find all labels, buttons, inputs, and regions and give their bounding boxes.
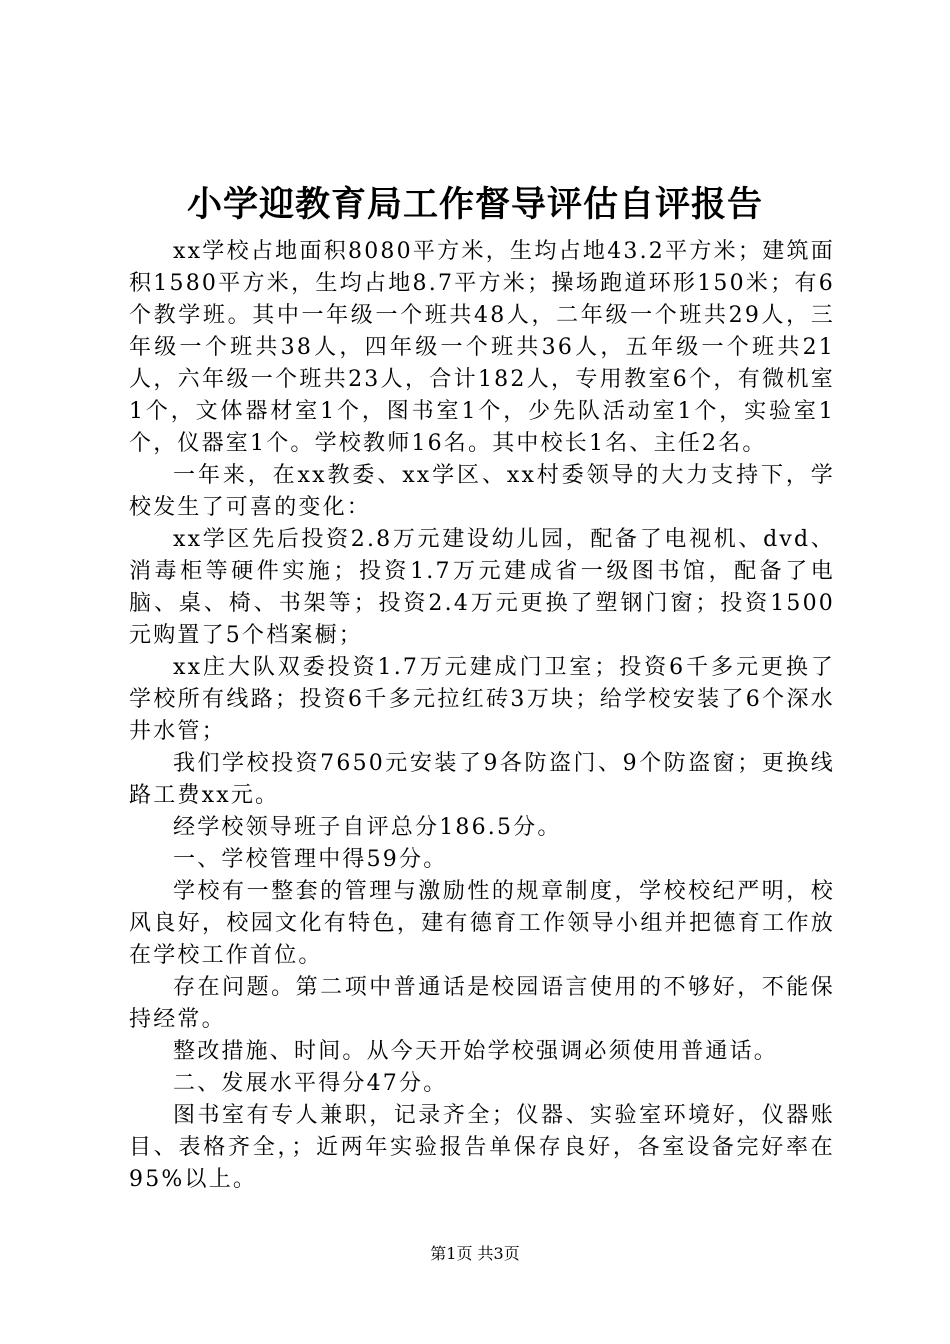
paragraph-corrective-measures: 整改措施、时间。从今天开始学校强调必须使用普通话。 [173,1039,779,1064]
paragraph-school-investment: 我们学校投资7650元安装了9各防盗门、9个防盗窗；更换线路工费xx元。 [129,751,835,808]
paragraph-school-overview: xx学校占地面积8080平方米，生均占地43.2平方米；建筑面积1580平方米，生均占地8.7平方米；操场跑道环形150米；有6个教学班。其中一年级一个班共48人，二年级一个班共29人，三年级一个班共38人，四年级一个班共36人，五年级一个班共21人，六年级一个班共23人，合计182人，专用教室6个，有微机室1个，文体器材室1个，图书室1个，少先队活动室1个，实验室1个，仪器室1个。学校教师16名。其中校长1名、主任2名。 [129,239,835,456]
section-heading-development: 二、发展水平得分47分。 [173,1071,448,1096]
paragraph-management-detail: 学校有一整套的管理与激励性的规章制度，学校校纪严明，校风良好，校园文化有特色，建有德育工作领导小组并把德育工作放在学校工作首位。 [129,879,835,968]
paragraph-total-score: 经学校领导班子自评总分186.5分。 [173,815,562,840]
document-title: 小学迎教育局工作督导评估自评报告 [186,184,763,225]
paragraph-village-investment: xx庄大队双委投资1.7万元建成门卫室；投资6千多元更换了学校所有线路；投资6千多元拉红砖3万块；给学校安装了6个深水井水管； [129,655,835,744]
paragraph-district-investment: xx学区先后投资2.8万元建设幼儿园，配备了电视机、dvd、消毒柜等硬件实施；投资1.7万元建成省一级图书馆，配备了电脑、桌、椅、书架等；投资2.4万元更换了塑钢门窗；投资1500元购置了5个档案橱； [129,527,835,648]
document-body [129,236,835,1196]
paragraph-problems: 存在问题。第二项中普通话是校园语言使用的不够好，不能保持经常。 [129,975,835,1032]
paragraph-support-intro: 一年来，在xx教委、xx学区、xx村委领导的大力支持下，学校发生了可喜的变化： [129,463,835,520]
paragraph-library-lab: 图书室有专人兼职，记录齐全；仪器、实验室环境好，仪器账目、表格齐全，；近两年实验报告单保存良好，各室设备完好率在95%以上。 [129,1103,835,1192]
section-heading-management: 一、学校管理中得59分。 [173,847,448,872]
page-number-footer: 第1页 共3页 [430,1244,520,1263]
